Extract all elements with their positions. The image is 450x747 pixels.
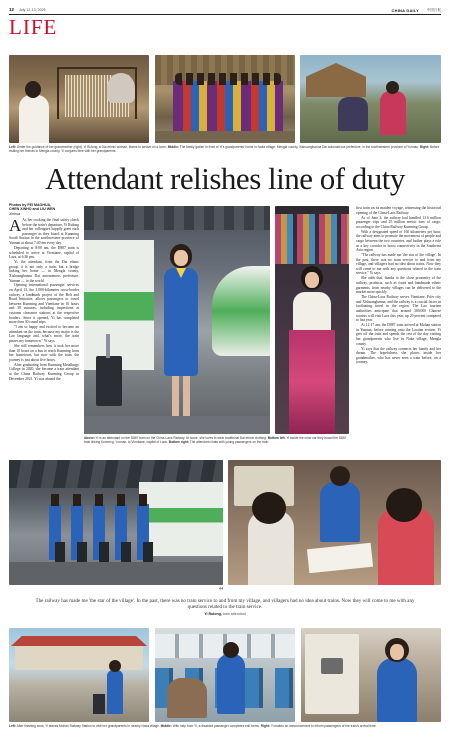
child-left-head: [252, 492, 286, 524]
platform-floor: [84, 416, 270, 434]
dai-blouse: [293, 292, 331, 332]
byline-dateline: Xinhua: [9, 211, 21, 216]
caption-bottom-left-label: Bottom left:: [267, 436, 286, 440]
page-number: 12: [9, 7, 15, 12]
platform: [9, 562, 223, 585]
crew-heads: [51, 494, 157, 506]
article-paragraph: "The railway has made me 'the star of the village'. In the past, there was no train service to and from my village, and villagers had no idea about trains. Now they will come to me with any questions related to the train service," Yi says.: [356, 253, 441, 276]
caption-middle-text: The family gather in front of Yi's grandparents' home in Naka village, Mengla county, Xishuangbanna Dai autonomous prefecture, in the southwestern province of Yunnan.: [179, 145, 419, 149]
green-train: [84, 240, 154, 370]
cabin-panel: [305, 634, 359, 714]
caption-bottom-left-text-2: After finishing work, Yi leaves Mohan Railway Station to visit her grandparents in nearby Naka village.: [16, 724, 160, 728]
drop-cap: A: [9, 218, 22, 235]
caption-bottom-middle-label: Middle:: [160, 724, 172, 728]
article-paragraph: She still remembers how it took her more than 10 hours on a bus to reach Kunming from her hometown, but now with the train, the journey is just about five hours.: [9, 343, 79, 362]
grandmother-figure: [107, 73, 135, 103]
article-paragraph: Yi, the attendant, from the Dai ethnic group, it is not only a train, but a bridge linking her home — in Mengla county, Xishuangbanna Dai autonomous prefecture, Yunnan — to the world.: [9, 260, 79, 283]
hanging-lanterns: [275, 214, 349, 264]
photo-announcement: [301, 628, 441, 722]
bottom-caption: [9, 724, 441, 728]
pull-quote-role: train attendant: [222, 611, 246, 616]
caption-bottom-middle-text: With help from Yi, a disabled passenger completes exit forms.: [172, 724, 260, 728]
photo-grandparents-visit: [300, 55, 441, 143]
photo-family-gathering: [155, 55, 295, 143]
walking-head: [109, 660, 121, 672]
article-paragraph: As her cooking the final safety check before the train's departure, Yi Rulong and her colleagues happily greet each passenger as they board at Kunming South Station in the southwestern province of Yunnan at about 7:40 am every day.: [9, 218, 79, 245]
article-paragraph: Yi says that the railway connects her family and her dream. The hopefulness she places inside her grandmother, who has never seen a train before, on a journey.: [356, 346, 441, 365]
page-date: July 12-13, 2025: [19, 7, 46, 12]
caption-right-text: Before visiting her friends in Mengla county, Yi conjures time with her grandparents.: [9, 145, 440, 153]
article-paragraph: Departing at 8:08 am, the D887 train is scheduled to arrive at Vientiane, capital of Laos, at 6:36 pm.: [9, 245, 79, 260]
ground: [155, 131, 295, 143]
stilt-house: [306, 63, 366, 97]
caption-bottom-left-label-2: Left:: [9, 724, 16, 728]
article-paragraph: After graduating from Kunming Metallurgy College in 2020, she became a train attendant at the China Railway Kunming Group in December 2021. Yi was aboard the: [9, 362, 79, 381]
announcing-attendant: [377, 658, 417, 722]
photo-leaving-station: [9, 628, 149, 722]
photo-helping-passenger: [155, 628, 295, 722]
intercom: [321, 658, 343, 674]
crew-suitcases: [55, 542, 165, 564]
article-paragraph: With a designated speed of 160 kilometers per hour, the railway aims to promote the movement of people and cargo between the two countries, and further plays a role as a key corridor to boost connectivity in the Southeast Asia region.: [356, 229, 441, 253]
photo-children-chat: [228, 460, 441, 585]
weaver-head: [25, 81, 41, 98]
pull-quote-name: Yi Rulong,: [204, 611, 222, 616]
caption-bottom-right-text-2: Yi makes an announcement to inform passengers of the train's arrival time.: [270, 724, 377, 728]
pull-quote-attribution: [30, 612, 420, 617]
article-paragraph: Opening international passenger services on April 13, the 1,000-kilometer cross-border railway, a landmark project of the Belt and Road Initiative, allows passengers to travel between Kunming and Vientiane in 10 hours and 30 minutes, including inspections at customs clearance stations at the respective borders. Since it opened, Yi has completed more than 30 round trips.: [9, 283, 79, 325]
walking-attendant: [107, 670, 123, 714]
caption-bottom-right-label-2: Right:: [260, 724, 270, 728]
child-right-head: [386, 488, 422, 522]
table-drawing: [307, 543, 373, 574]
green-train-nose: [212, 266, 270, 356]
caption-above-label: Above:: [84, 436, 95, 440]
station-roof: [84, 206, 270, 230]
masthead-cn: 中国日报: [426, 7, 441, 12]
dai-skirt: [289, 330, 335, 434]
page-header: [9, 6, 441, 14]
masthead: CHINA DAILY: [391, 7, 419, 13]
article-paragraph: first train on its maiden voyage, witnessing the historical opening of the China-Laos Railway.: [356, 206, 441, 215]
caption-bottom-left-text: Yi inside the crew car they board the D887 train linking Kunming, Yunnan, to Vientiane, capital of Laos.: [84, 436, 347, 444]
attendant-face: [174, 250, 188, 266]
byline-photos: Photos by FEI MAOHUA,: [9, 203, 52, 207]
byline: [9, 203, 79, 216]
byline-names: CHEN XINHO and LIU WEN: [9, 207, 56, 212]
attendant-uniform: [164, 268, 198, 376]
pull-quote: [30, 598, 420, 617]
helping-attendant: [217, 654, 245, 714]
article-column-right: [356, 206, 441, 448]
attendant-seated: [320, 482, 360, 542]
weaver-figure: [19, 95, 49, 143]
pull-quote-mark: “: [219, 586, 224, 597]
photo-crew-walking: [9, 460, 223, 585]
caption-bottom-right-label: Bottom right:: [168, 440, 189, 444]
seated-passenger: [167, 678, 207, 718]
article-paragraph: At 12:17 am, the D887 train arrived at Mohan station in Yunnan, before running onto the Laotian section. Yi gets off the train and spends the rest of the day visiting her grandparents who live in Naka village, Mengla county.: [356, 323, 441, 346]
station-roof-red: [11, 636, 147, 646]
suitcase: [96, 356, 122, 406]
article-paragraph: She adds that, thanks to the close proximity of the railway, products, such as fruits and handmade ethnic garments, from nearby villages can be delivered to the market more quickly.: [356, 276, 441, 295]
attendant-seated-head: [330, 466, 350, 486]
suitcase-handle: [106, 334, 110, 358]
mid-caption: [84, 436, 350, 444]
dress-face: [305, 272, 319, 288]
article-paragraph: "I am so happy and excited to become an attendant on the train, because my major is the Lao language and, what's more, the train passes my hometown," Yi says.: [9, 325, 79, 343]
photo-traditional-dress: [275, 206, 349, 434]
headline: Attendant relishes line of duty: [45, 161, 405, 196]
family-row: [173, 81, 283, 135]
photo-weaving-loom: [9, 55, 149, 143]
top-caption: [9, 145, 441, 153]
yi-visiting: [380, 91, 406, 135]
caption-middle-label: Middle:: [167, 145, 179, 149]
article-paragraph: The China-Laos Railway serves Vientiane, Pu'er city and Xishuangbanna, and the railway is a crucial factor in facilitating travel in the region. The Lao tourism authorities anticipate that around 300,000 Chinese tourists will visit Laos this year, up 20 percent compared to last year.: [356, 295, 441, 323]
caption-bottom-right-text: The attendant chats with young passengers on the train.: [189, 440, 270, 444]
article-column-left: [9, 218, 79, 448]
rolling-suitcase: [93, 694, 105, 714]
pull-quote-text: The railway has made me 'the star of the village'. In the past, there was no train service to and from my village, and villagers had no idea about trains. Now they will come to me with any questions related to the train service.: [35, 598, 415, 611]
caption-left-text: Under the guidance of her grandmother (right), Yi Rulong, a Dai ethnic woman, learns to weave on a loom.: [16, 145, 167, 149]
station-building: [15, 644, 143, 670]
caption-right-label: Right:: [419, 145, 430, 149]
visitor-head: [386, 81, 399, 94]
caption-above-text: Yi is an attendant on the D887 train on the China-Laos Railway. At home, she loves to wear traditional Dai ethnic clothing.: [95, 436, 267, 440]
family-heads: [175, 73, 281, 85]
section-title: LIFE: [9, 15, 58, 39]
helping-head: [223, 642, 239, 658]
announcing-face: [390, 644, 404, 660]
article-paragraph: As of June 3, the railway had handled 13.6 million passenger trips and 25 million metric tons of cargo, according to the China Railway Kunming Group.: [356, 215, 441, 229]
caption-left-label: Left:: [9, 145, 16, 149]
photo-attendant-platform: [84, 206, 270, 434]
attendant-legs: [172, 376, 190, 420]
grandparent-seated: [338, 97, 368, 131]
header-rule: [9, 14, 441, 15]
